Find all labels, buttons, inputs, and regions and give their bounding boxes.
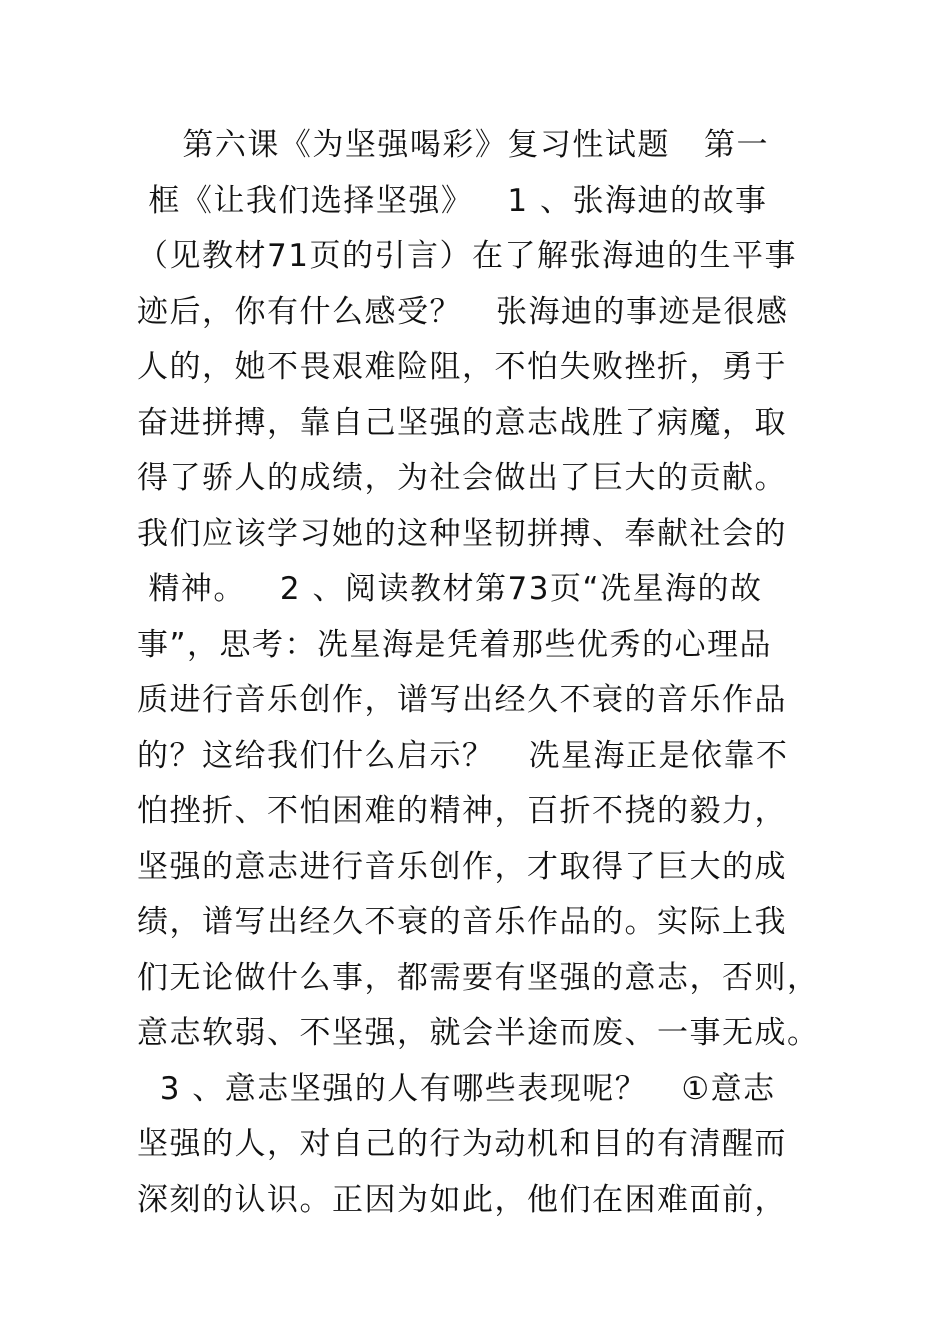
text-line: 人的，她不畏艰难险阻，不怕失败挫折，勇于 xyxy=(137,349,787,385)
text-line: 精神。 2 、阅读教材第73页“冼星海的故 xyxy=(137,571,763,607)
text-line: 得了骄人的成绩，为社会做出了巨大的贡献。 xyxy=(137,460,787,496)
text-line: 深刻的认识。正因为如此，他们在困难面前， xyxy=(137,1181,787,1218)
text-line: 质进行音乐创作，谱写出经久不衰的音乐作品 xyxy=(137,682,787,718)
text-line: 的？这给我们什么启示？ 冼星海正是依靠不 xyxy=(137,737,789,774)
text-line: 3 、意志坚强的人有哪些表现呢？ ①意志 xyxy=(137,1070,776,1107)
text-line: 我们应该学习她的这种坚韧拼搏、奉献社会的 xyxy=(137,515,787,552)
text-line: 绩，谱写出经久不衰的音乐作品的。实际上我 xyxy=(137,904,787,940)
text-line: 事”，思考：冼星海是凭着那些优秀的心理品 xyxy=(137,626,773,663)
text-line: 第六课《为坚强喝彩》复习性试题 第一 xyxy=(137,127,769,163)
text-line: 框《让我们选择坚强》 1 、张海迪的故事 xyxy=(137,182,768,219)
body-text xyxy=(137,118,837,1228)
text-line: 们无论做什么事，都需要有坚强的意志，否则， xyxy=(137,959,820,996)
text-line: 怕挫折、不怕困难的精神，百折不挠的毅力， xyxy=(137,793,787,829)
text-line: 坚强的意志进行音乐创作，才取得了巨大的成 xyxy=(137,848,787,885)
text-line: 迹后，你有什么感受？ 张海迪的事迹是很感 xyxy=(137,293,789,330)
text-line: 奋进拼搏，靠自己坚强的意志战胜了病魔，取 xyxy=(137,404,787,441)
text-line: 意志软弱、不坚强，就会半途而废、一事无成。 xyxy=(137,1015,820,1051)
text-line: （见教材71页的引言）在了解张海迪的生平事 xyxy=(137,238,797,274)
text-line: 坚强的人，对自己的行为动机和目的有清醒而 xyxy=(137,1126,787,1162)
